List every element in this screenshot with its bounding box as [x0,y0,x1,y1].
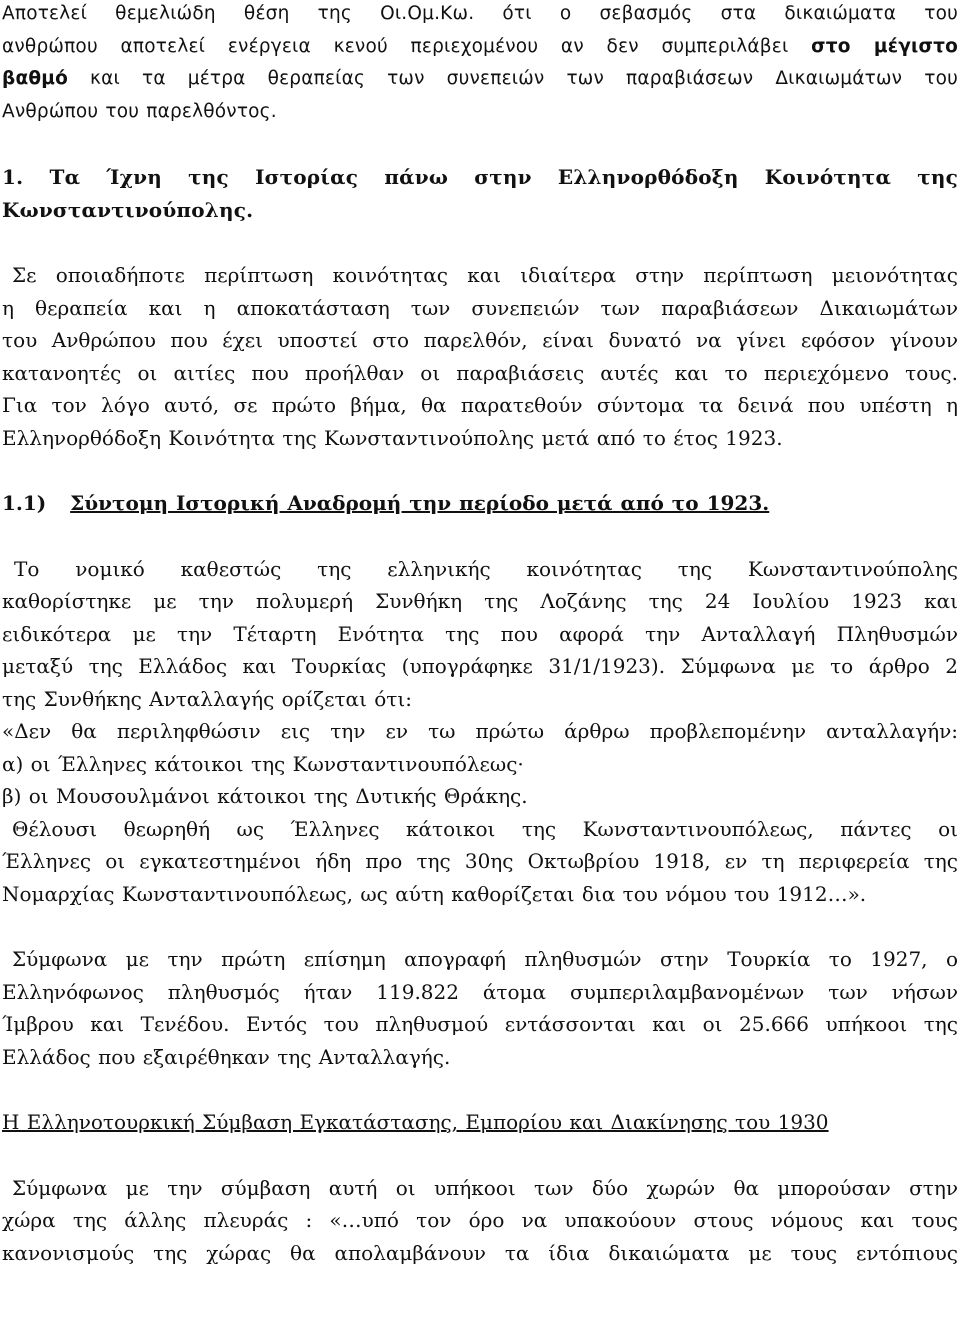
paragraph-line: Σύμφωνα με την σύμβαση αυτή οι υπήκοοι των δύο χωρών θα μπορούσαν στην [12,1175,958,1200]
paragraph-line: Ελλάδος που εξαιρέθηκαν της Ανταλλαγής. [2,1044,451,1069]
quote-line: α) οι Έλληνες κάτοικοι της Κωνσταντινουπόλεως· [2,751,524,776]
paragraph-line: ειδικότερα με την Τέταρτη Ενότητα της που αφορά την Ανταλλαγή Πληθυσμών [2,621,958,646]
paragraph-line: Σε οποιαδήποτε περίπτωση κοινότητας και ιδιαίτερα στην περίπτωση μειονότητας [12,263,958,287]
quote-line: Νομαρχίας Κωνσταντινουπόλεως, ως αύτη καθορίζεται δια του νόμου του 1912…». [2,881,867,906]
intro-line-1: Αποτελεί θεμελιώδη θέση της Οι.Ομ.Κω. ότι ο σεβασμός στα δικαιώματα του [2,3,958,24]
intro-line-4: Ανθρώπου του παρελθόντος. [2,100,277,122]
paragraph-line: του Ανθρώπου που έχει υποστεί στο παρελθόν, είναι δυνατό να γίνει εφόσον γίνουν [2,328,958,352]
section-1-1-heading [2,487,958,520]
paragraph-line: κανονισμούς της χώρας θα απολαμβάνουν τα ίδια δικαιώματα με τους εντόπιους [2,1240,958,1265]
intro-emphasis-1: στο μέγιστο [811,35,958,57]
paragraph-line: η θεραπεία και η αποκατάσταση των συνεπειών των παραβιάσεων Δικαιωμάτων [2,295,958,320]
paragraph-line: Ελληνορθόδοξη Κοινότητα της Κωνσταντινούπολης μετά από το έτος 1923. [2,425,783,450]
paragraph-line: καθορίστηκε με την πολυμερή Συνθήκη της Λοζάνης της 24 Ιουλίου 1923 και [2,589,958,613]
section-1-heading [2,161,958,226]
intro-line-3: βαθμό και τα μέτρα θεραπείας των συνεπειών των παραβιάσεων Δικαιωμάτων του [2,68,958,89]
quote-line: Έλληνες οι εγκατεστημένοι ήδη προ της 30ης Οκτωβρίου 1918, εν τη περιφερεία της [2,849,958,873]
quote-line: «Δεν θα περιληφθώσιν εις την εν τω πρώτω άρθρω προβλεπομένην ανταλλαγήν: [2,719,958,743]
section-1-title-line-2: Κωνσταντινούπολης. [2,197,254,222]
paragraph-line: Σύμφωνα με την πρώτη επίσημη απογραφή πληθυσμών στην Τουρκία το 1927, ο [12,947,958,971]
paragraph-line: χώρα της άλλης πλευράς : «…υπό τον όρο να υπακούουν στους νόμους και τους [2,1208,958,1232]
paragraph-line: κατανοητές οι αιτίες που προήλθαν οι παραβιάσεις αυτές και το περιεχόμενο τους. [2,360,958,385]
paragraph-legal-status [2,553,958,911]
intro-emphasis-2: βαθμό [2,68,68,89]
paragraph-line: της Συνθήκης Ανταλλαγής ορίζεται ότι: [2,686,412,711]
quote-line: Θέλουσι θεωρηθή ως Έλληνες κάτοικοι της Κωνσταντινουπόλεως, πάντες οι [12,816,958,841]
paragraph-line: Το νομικό καθεστώς της ελληνικής κοινότητας της Κωνσταντινούπολης [14,556,958,581]
document-page [2,0,958,1269]
section-1-1-number: 1.1) [2,491,47,515]
paragraph-convention [2,1172,958,1270]
convention-title: Η Ελληνοτουρκική Σύμβαση Εγκατάστασης, Εμπορίου και Διακίνησης του 1930 [2,1110,829,1134]
paragraph-line: Ελληνόφωνος πληθυσμός ήταν 119.822 άτομα συμπεριλαμβανομένων των νήσων [2,979,958,1004]
convention-heading [2,1106,958,1139]
paragraph-line: μεταξύ της Ελλάδος και Τουρκίας (υπογράφηκε 31/1/1923). Σύμφωνα με το άρθρο 2 [2,654,958,678]
section-1-title-line-1: 1. Τα Ίχνη της Ιστορίας πάνω στην Ελληνορθόδοξη Κοινότητα της [2,165,958,189]
intro-paragraph [2,0,958,128]
paragraph-community [2,259,958,454]
quote-line: β) οι Μουσουλμάνοι κάτοικοι της Δυτικής Θράκης. [2,784,528,808]
section-1-1-title: Σύντομη Ιστορική Αναδρομή την περίοδο μετά από το 1923. [70,491,770,515]
paragraph-census [2,943,958,1073]
paragraph-line: Για τον λόγο αυτό, σε πρώτο βήμα, θα παρατεθούν σύντομα τα δεινά που υπέστη η [2,393,958,417]
intro-line-2: ανθρώπου αποτελεί ενέργεια κενού περιεχομένου αν δεν συμπεριλάβει στο μέγιστο [2,35,958,57]
paragraph-line: Ίμβρου και Τενέδου. Εντός του πληθυσμού εντάσσονται και οι 25.666 υπήκοοι της [2,1012,958,1036]
